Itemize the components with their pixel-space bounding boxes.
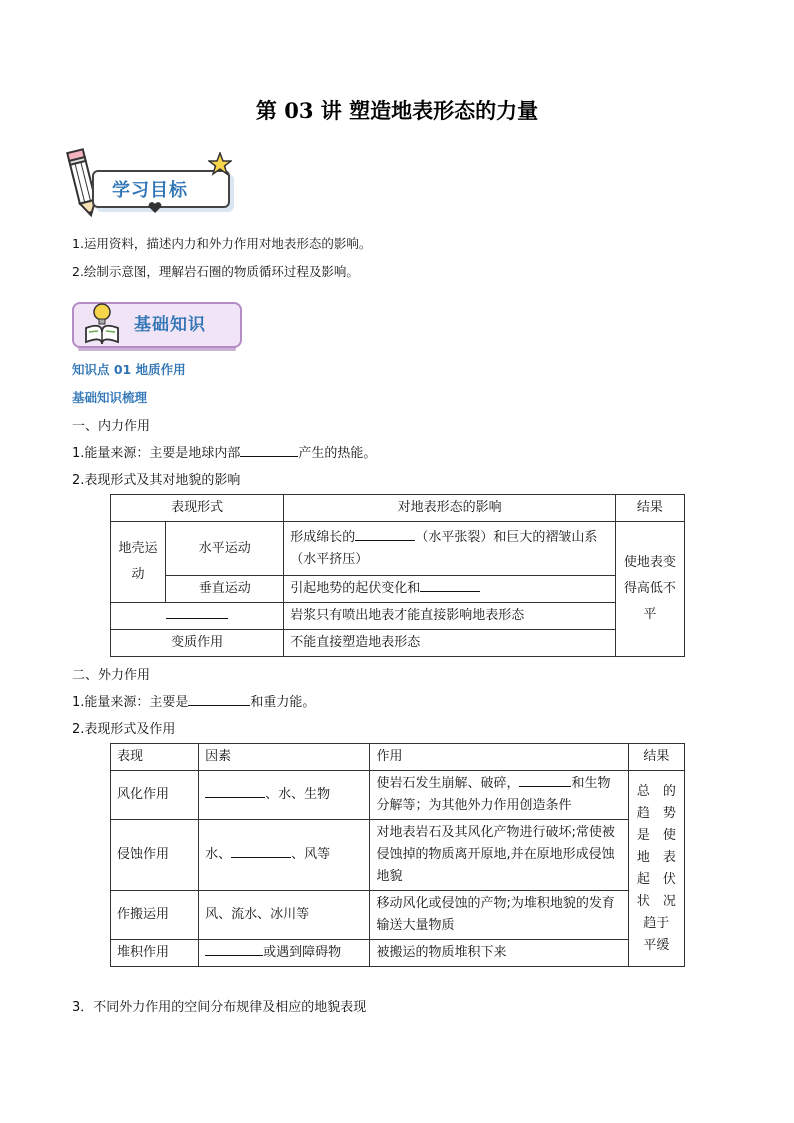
factor-suffix: 、风等 — [291, 847, 331, 862]
table-header: 因素 — [199, 744, 370, 771]
horizontal-effect-cell — [284, 522, 616, 576]
vertical-effect-cell — [284, 576, 616, 603]
horizontal-effect-a: 形成绵长的 — [290, 529, 356, 545]
table-row — [111, 891, 685, 940]
result-line: 趋于 — [643, 915, 670, 931]
effect-b: 和生物分解等；为其他外力作用创造条件 — [376, 776, 611, 813]
internal-energy-suffix: 产生的热能。 — [298, 446, 377, 461]
star-icon — [208, 152, 232, 176]
table-header: 作用 — [370, 744, 628, 771]
external-force-heading: 二、外力作用 — [72, 668, 151, 683]
internal-energy-prefix: 1.能量来源：主要是地球内部 — [72, 446, 241, 461]
row-name-cell: 侵蚀作用 — [111, 820, 199, 891]
fill-blank — [188, 692, 250, 706]
table-header: 结果 — [615, 495, 684, 522]
horizontal-effect-b: （水平张裂）和巨大的褶皱山系（水平挤压） — [290, 529, 598, 567]
result-line: 平缓 — [643, 937, 670, 953]
table-header: 表现 — [111, 744, 199, 771]
result-line: 是 使 — [636, 827, 676, 843]
row-effect-cell: 对地表岩石及其风化产物进行破坏;常使被侵蚀掉的物质离开原地,并在原地形成侵蚀地貌 — [370, 820, 628, 891]
row-factor-cell — [199, 820, 370, 891]
basic-knowledge-badge — [72, 296, 242, 354]
page-title: 第 03 讲 塑造地表形态的力量 — [255, 98, 539, 123]
book-bulb-icon — [78, 298, 126, 348]
result-line: 总 的 — [636, 783, 676, 799]
row-effect-cell: 移动风化或侵蚀的产物;为堆积地貌的发育输送大量物质 — [370, 891, 628, 940]
goal-item-1: 1.运用资料，描述内力和外力作用对地表形态的影响。 — [72, 236, 372, 251]
crust-movement-cell: 地壳运动 — [111, 522, 166, 603]
magma-blank-cell — [111, 603, 284, 630]
fill-blank — [240, 443, 298, 457]
horizontal-movement-cell: 水平运动 — [166, 522, 284, 576]
table-row — [111, 771, 685, 820]
table-header: 表现形式 — [111, 495, 284, 522]
row-factor-cell: 风、流水、冰川等 — [199, 891, 370, 940]
learning-goals-label: 学习目标 — [112, 180, 188, 201]
fill-blank — [420, 578, 480, 592]
item-3-heading: 3．不同外力作用的空间分布规律及相应的地貌表现 — [72, 1000, 367, 1015]
fill-blank — [355, 527, 415, 541]
external-energy-line — [72, 691, 315, 710]
learning-goals-badge — [64, 146, 236, 220]
internal-energy-line — [72, 442, 376, 461]
effect-a: 使岩石发生崩解、破碎， — [376, 776, 520, 791]
internal-force-heading: 一、内力作用 — [72, 419, 151, 434]
row-factor-cell — [199, 771, 370, 820]
row-name-cell: 堆积作用 — [111, 940, 199, 967]
factor-suffix: 或遇到障碍物 — [263, 945, 342, 960]
result-line: 状 况 — [636, 893, 676, 909]
internal-result-cell: 使地表变得高低不平 — [615, 522, 684, 657]
row-factor-cell — [199, 940, 370, 967]
table-row — [111, 820, 685, 891]
fill-blank — [231, 844, 291, 858]
knowledge-subheading: 基础知识梳理 — [72, 390, 148, 405]
external-energy-prefix: 1.能量来源：主要是 — [72, 695, 189, 710]
fill-blank — [166, 605, 228, 619]
goal-item-2: 2.绘制示意图，理解岩石圈的物质循环过程及影响。 — [72, 264, 359, 279]
row-effect-cell: 被搬运的物质堆积下来 — [370, 940, 628, 967]
factor-prefix: 水、 — [205, 847, 232, 862]
internal-forms-heading: 2.表现形式及其对地貌的影响 — [72, 473, 241, 488]
table-header: 对地表形态的影响 — [284, 495, 616, 522]
metamorphism-cell: 变质作用 — [111, 630, 284, 657]
result-line: 趋 势 — [636, 805, 676, 821]
internal-forces-table — [110, 494, 685, 657]
vertical-movement-cell: 垂直运动 — [166, 576, 284, 603]
external-forces-table — [110, 743, 685, 967]
heart-icon — [148, 202, 162, 214]
row-name-cell: 风化作用 — [111, 771, 199, 820]
row-name-cell: 作搬运用 — [111, 891, 199, 940]
vertical-effect-text: 引起地势的起伏变化和 — [290, 581, 421, 596]
knowledge-point-heading: 知识点 01 地质作用 — [72, 362, 186, 377]
table-header: 结果 — [628, 744, 684, 771]
metamorphism-effect-cell: 不能直接塑造地表形态 — [284, 630, 616, 657]
basic-knowledge-label: 基础知识 — [134, 315, 206, 335]
table-row — [111, 940, 685, 967]
row-effect-cell — [370, 771, 628, 820]
fill-blank — [519, 773, 571, 787]
external-result-cell — [628, 771, 684, 967]
external-energy-suffix: 和重力能。 — [250, 695, 316, 710]
result-line: 地 表 — [636, 849, 676, 865]
fill-blank — [205, 942, 263, 956]
factor-suffix: 、水、生物 — [265, 787, 331, 802]
fill-blank — [205, 784, 265, 798]
result-line: 起 伏 — [636, 871, 676, 887]
magma-effect-cell: 岩浆只有喷出地表才能直接影响地表形态 — [284, 603, 616, 630]
external-forms-heading: 2.表现形式及作用 — [72, 722, 176, 737]
